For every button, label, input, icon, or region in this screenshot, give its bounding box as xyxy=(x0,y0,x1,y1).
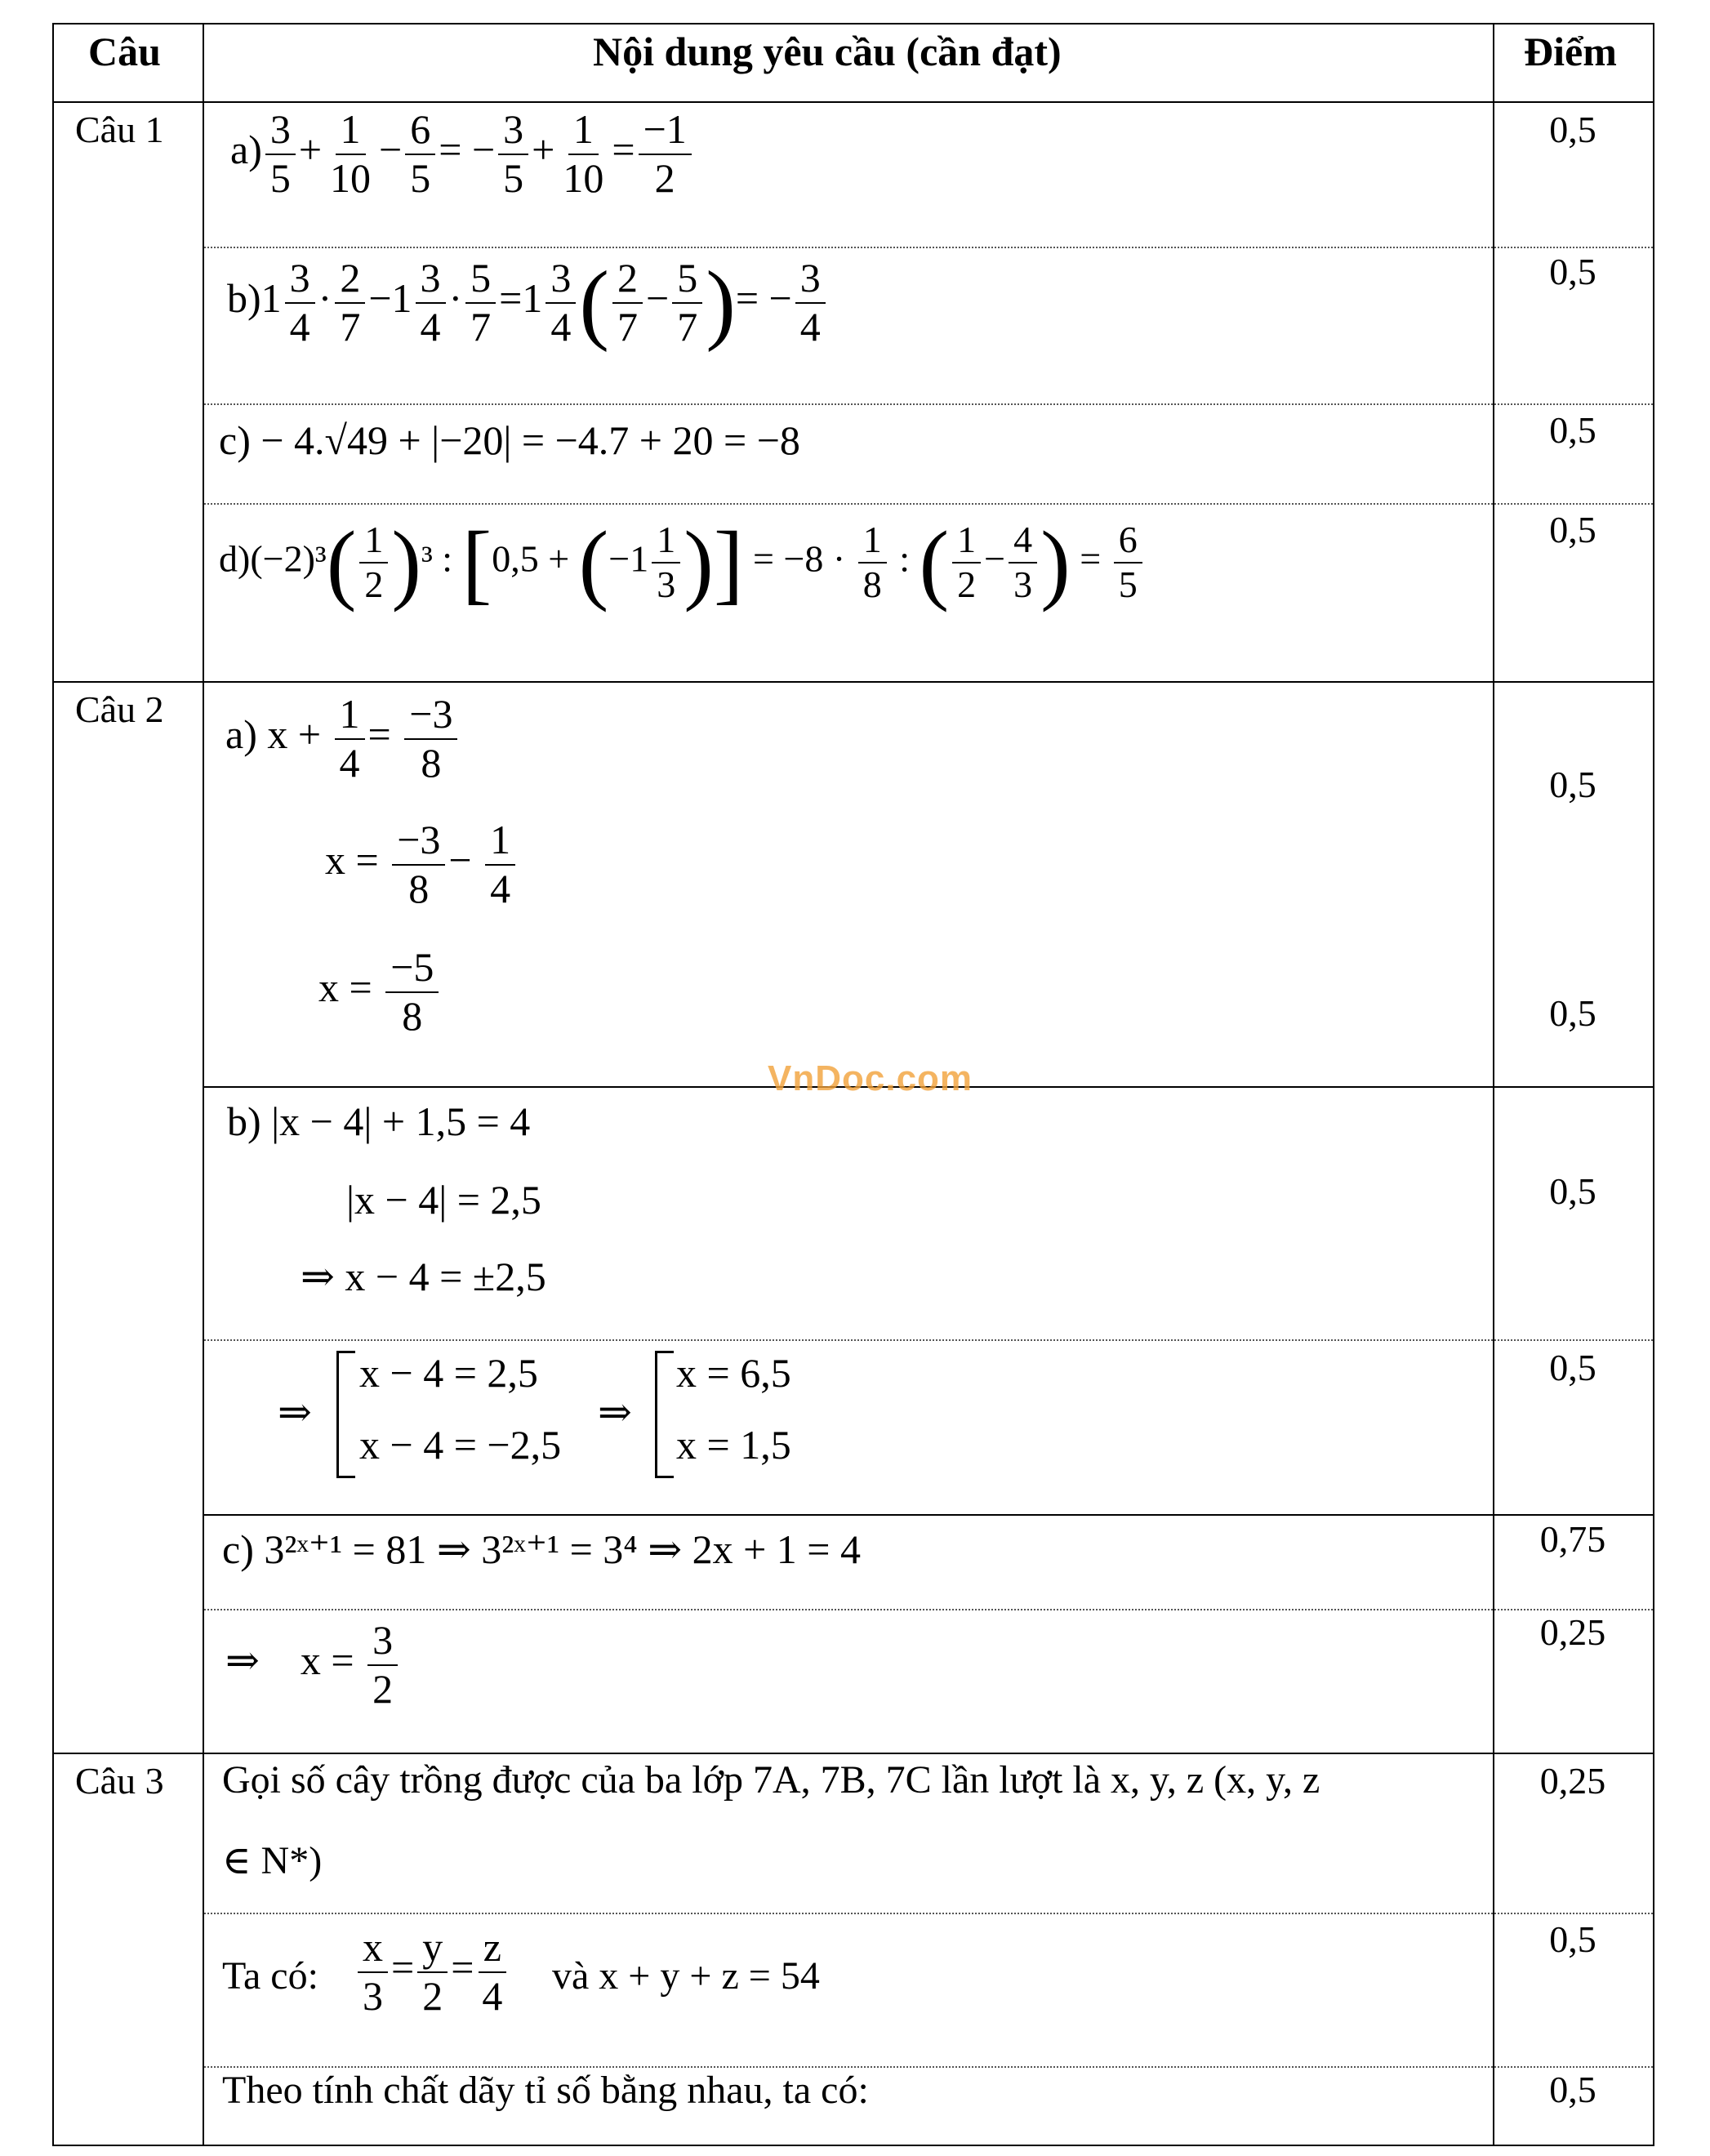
points-q3c: 0,5 xyxy=(1549,2069,1596,2110)
row-divider xyxy=(204,1913,1653,1914)
q1b-expression: b)1 $\frac{3}{4}$ · $\frac{2}{7}$ −1 $\frac{3}{4}$ · $\frac{5}{7}$ =1 $\frac{3}{4}$ ( $\frac{2}{7}$ − $\frac{5}{7}$ )= − $\frac{3}{4}$ xyxy=(227,255,829,350)
row-divider xyxy=(204,1339,1653,1341)
points-q1c: 0,5 xyxy=(1549,409,1596,451)
q2-label: Câu 2 xyxy=(75,688,164,730)
q2b-case2b: x = 1,5 xyxy=(676,1422,791,1468)
points-q1b: 0,5 xyxy=(1549,251,1596,292)
q2c-line2: ⇒ x = $\frac{3}{2}$ xyxy=(225,1617,401,1713)
q1c-expression: c) − 4.√49 + |−20| = −4.7 + 20 = −8 xyxy=(219,417,800,463)
q1-q2-divider xyxy=(54,681,1653,683)
q2b-implies-1: ⇒ xyxy=(278,1389,312,1435)
points-q2a1: 0,5 xyxy=(1549,764,1596,805)
q3-ta-co: Ta có: xyxy=(222,1954,318,1998)
row-divider xyxy=(204,247,1653,248)
points-q3a: 0,25 xyxy=(1539,1760,1606,1802)
bracket-left-2 xyxy=(655,1351,674,1478)
row-divider xyxy=(204,503,1653,505)
q2b-case1b: x − 4 = −2,5 xyxy=(359,1422,562,1468)
header-cau: Câu xyxy=(88,29,161,74)
points-q1a: 0,5 xyxy=(1549,109,1596,150)
q2b-line3: ⇒ x − 4 = ±2,5 xyxy=(301,1254,546,1299)
q2-q3-divider xyxy=(54,1753,1653,1754)
points-q2a2: 0,5 xyxy=(1549,992,1596,1034)
q3-sum: và x + y + z = 54 xyxy=(552,1954,820,1998)
row-divider xyxy=(204,403,1653,405)
points-q1d: 0,5 xyxy=(1549,509,1596,550)
q2b-case2a: x = 6,5 xyxy=(676,1350,791,1396)
points-q2b2: 0,5 xyxy=(1549,1347,1596,1388)
q2b-case1a: x − 4 = 2,5 xyxy=(359,1350,538,1396)
col-divider-1 xyxy=(203,24,204,2145)
header-noi-dung: Nội dung yêu cầu (cần đạt) xyxy=(593,29,1062,74)
row-divider xyxy=(204,1514,1653,1516)
header-diem: Điểm xyxy=(1524,29,1617,74)
bracket-left-1 xyxy=(336,1351,355,1478)
q1d-expression: d)(−2)³( $\frac{1}{2}$ )³ : [0,5 + (−1 $\frac{1}{3}$ )] = −8 · $\frac{1}{8}$ : ( $\frac{1}{2}$ − $\frac{4}{3}$ ) = $\frac{6}{5}$ xyxy=(219,518,1146,608)
q2b-line2: |x − 4| = 2,5 xyxy=(346,1177,541,1223)
points-q2c2: 0,25 xyxy=(1539,1611,1606,1653)
q3-line2: ∈ N*) xyxy=(222,1839,323,1882)
points-q2b1: 0,5 xyxy=(1549,1170,1596,1212)
q2b-line1: b) |x − 4| + 1,5 = 4 xyxy=(227,1098,531,1144)
q2a-line3: x = $\frac{-5}{8}$ xyxy=(318,944,442,1040)
q2a-line1: a) x + $\frac{1}{4}$ = $\frac{-3}{8}$ xyxy=(225,691,461,786)
q1a-expression: a) $\frac{3}{5}$ + $\frac{1}{10}$ − $\frac{6}{5}$ = − $\frac{3}{5}$ + $\frac{1}{10}$ = $\frac{-1}{2}$ xyxy=(230,106,695,202)
col-divider-2 xyxy=(1493,24,1494,2145)
q3-label: Câu 3 xyxy=(75,1760,164,1802)
q3-ratio: $\frac{x}{3}$ = $\frac{y}{2}$ = $\frac{z}{4}$ xyxy=(354,1924,510,2020)
q1-label: Câu 1 xyxy=(75,109,164,150)
points-q2c1: 0,75 xyxy=(1539,1518,1606,1560)
points-q3b: 0,5 xyxy=(1549,1918,1596,1960)
watermark-logo: VnDoc.com xyxy=(768,1058,973,1098)
header-divider xyxy=(54,101,1653,103)
q3-line4: Theo tính chất dãy tỉ số bằng nhau, ta có: xyxy=(222,2069,869,2112)
q2a-line2: x = $\frac{-3}{8}$ − $\frac{1}{4}$ xyxy=(325,817,519,912)
q2b-implies-2: ⇒ xyxy=(598,1389,632,1435)
row-divider xyxy=(204,1609,1653,1610)
q2c-line1: c) 3²ˣ⁺¹ = 81 ⇒ 3²ˣ⁺¹ = 3⁴ ⇒ 2x + 1 = 4 xyxy=(222,1526,862,1572)
q3-line1: Gọi số cây trồng được của ba lớp 7A, 7B, 7C lần lượt là x, y, z (x, y, z xyxy=(222,1758,1320,1802)
